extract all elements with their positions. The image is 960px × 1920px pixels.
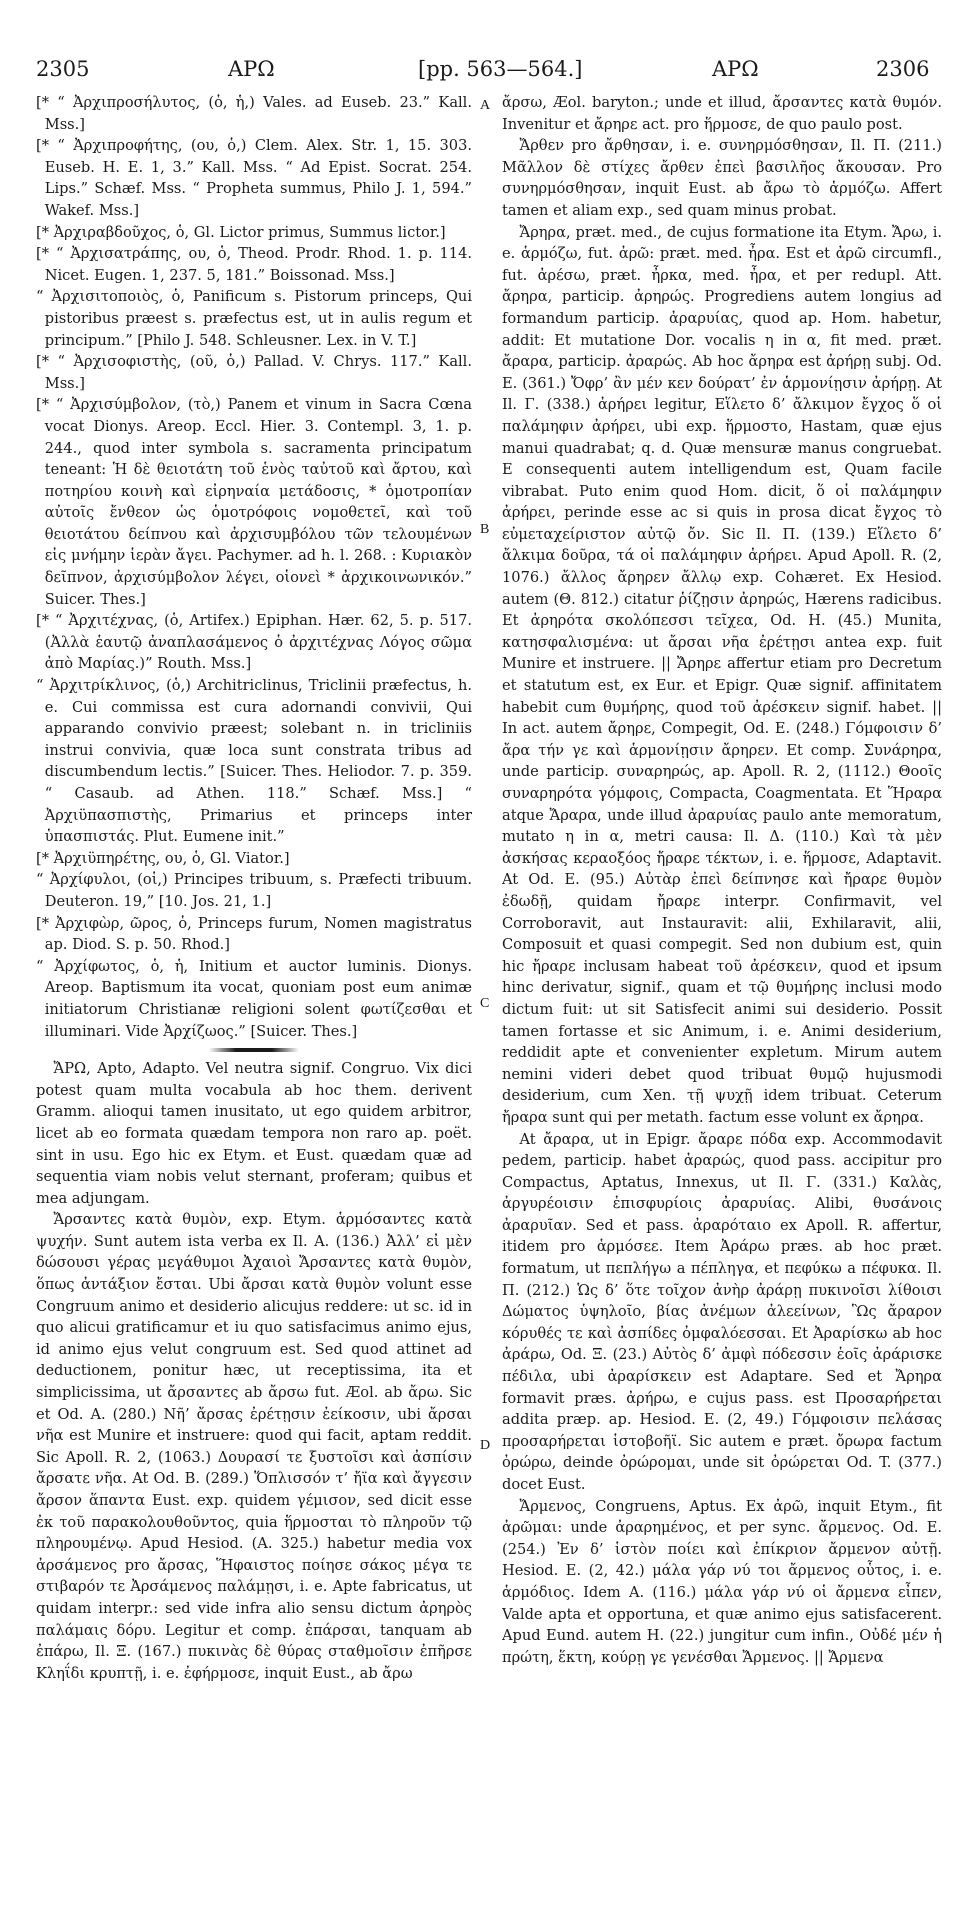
running-head-right: ΑΡΩ <box>712 57 759 81</box>
page-number-left: 2305 <box>36 57 90 81</box>
dictionary-entry: [* “ Ἀρχιτέχνας, (ὁ, Artifex.) Epiphan. Hær. 62, 5. p. 517. (Ἀλλὰ ἑαυτῷ ἀναπλασάμενος ὁ ἀρχιτέχνας Λόγος σῶμα ἀπὸ Μαρίας.)” Routh. Mss.] <box>36 612 472 673</box>
dictionary-entry: [* “ Ἀρχισύμβολον, (τὸ,) Panem et vinum in Sacra Cœna vocat Dionys. Areop. Eccl. Hier. 3. Contempl. 3, 1. p. 244., quod inter symbola s. sacramenta principatum teneant: Ἡ δὲ θειοτάτη τοῦ ἑνὸς ταὐτοῦ καὶ ἄρτου, καὶ ποτηρίου κοινὴ καὶ εἰρηναία μετάδοσις, * ὁμοτροπίαν αὐτοῖς ἔνθεον ὡς ὁμοτρόφοις νομοθετεῖ, καὶ τοῦ θειοτάτου δείπνου καὶ ἀρχισυμβόλου τῶν τελουμένων εἰς μνήμην ἱερὰν ἄγει. Pachymer. ad h. l. 268. : Κυριακὸν δεῖπνον, ἀρχισύμβολον λέγει, οἱονεὶ * ἀρχικοινωνικόν.” Suicer. Thes.] <box>36 396 472 608</box>
dictionary-entry: ἌΡΩ, Apto, Adapto. Vel neutra signif. Congruo. Vix dici potest quam multa vocabula ab hoc them. derivent Gramm. alioqui tamen inusitato, ut ego quidem arbitror, licet ab eo formata quædam tempora non raro ap. poët. sint in usu. Ego hic ex Etym. et Eust. quædam quæ ad sequentia viam nobis velut sternant, proferam; quibus et mea adjungam. <box>36 1060 472 1207</box>
margin-letter-d: D <box>480 1438 491 1453</box>
dictionary-entry: “ Ἀρχίφωτος, ὁ, ἡ, Initium et auctor luminis. Dionys. Areop. Baptismum ita vocat, quoniam post eum animæ initiatorum Christianæ religioni solent φωτίζεσθαι et illuminari. Vide Ἀρχίζωος.” [Suicer. Thes.] <box>36 957 472 1040</box>
section-divider <box>209 1048 299 1052</box>
dictionary-entry: Ἄρμενος, Congruens, Aptus. Ex ἀρῶ, inquit Etym., fit ἀρῶμαι: unde ἀραρημένος, et per sync. ἄρμενος. Od. E. (254.) Ἐν δ’ ἱστὸν ποίει καὶ ἐπίκριον ἄρμενον αὐτῇ. Hesiod. E. (2, 42.) μάλα γάρ νύ τοι ἄρμενος οὗτος, i. e. ἁρμόδιος. Idem A. (116.) μάλα γάρ νύ οἱ ἄρμενα εἶπεν, Valde apta et opportuna, et quæ animo ejus satisfacerent. Apud Eund. autem H. (22.) jungitur cum infin., Οὐδέ μέν ἡ πρώτη, ἕκτη, κούρῃ γε γενέσθαι Ἄρμενος. || Ἄρμενα <box>502 1497 942 1666</box>
dictionary-entry: [* Ἀρχιφὼρ, ῶρος, ὁ, Princeps furum, Nomen magistratus ap. Diod. S. p. 50. Rhod.] <box>36 914 472 954</box>
dictionary-entry: [* “ Ἀρχιπροσήλυτος, (ὁ, ἡ,) Vales. ad Euseb. 23.” Kall. Mss.] <box>36 94 472 133</box>
dictionary-entry: At ἄραρα, ut in Epigr. ἄραρε πόδα exp. Accommodavit pedem, particip. habet ἀραρώς, quod pass. accipitur pro Compactus, Aptatus, Innexus, ut Il. Γ. (331.) Καλὰς, ἀργυρέοισιν ἐπισφυρίοις ἀραρυίας. Alibi, θυσάνοις ἀραρυῖαν. Sed et pass. ἀραρόταιο ex Apoll. R. affertur, itidem pro ἁρμόσεε. Item Ἀράρω præs. ab hoc præt. formatum, ut πεπλήγω a πέπληγα, et πεφύκω a πέφυκα. Il. Π. (212.) Ὡς δ’ ὅτε τοῖχον ἀνὴρ ἀράρῃ πυκινοῖσι λίθοισι Δώματος ὑψηλοῖο, βίας ἀνέμων ἀλεείνων, Ὣς ἄραρον κόρυθές τε καὶ ἀσπίδες ὀμφαλόεσσαι. Et Ἀραρίσκω ab hoc ἀράρω, Od. Ξ. (23.) Αὐτὸς δ’ ἀμφὶ πόδεσσιν ἑοῖς ἀράρισκε πέδιλα, ubi ἀραρίσκειν est Adaptare. Sed et Ἄρηρα formavit præs. ἀρήρω, e cujus pass. est Προσαρήρεται addita præp. ap. Hesiod. E. (2, 49.) Γόμφοισιν πελάσας προσαρήρεται ἱστοβοῆϊ. Sic autem e præt. ὄρωρα factum ὀρώρω, deinde ὀρώρομαι, unde sit ὀρώρεται Od. T. (377.) docet Eust. <box>502 1130 942 1493</box>
dictionary-entry: [* “ Ἀρχιπροφήτης, (ου, ὁ,) Clem. Alex. Str. 1, 15. 303. Euseb. H. E. 1, 3.” Kall. Mss. “ Ad Epist. Socrat. 254. Lips.” Schæf. Mss. “ Propheta summus, Philo J. 1, 594.” Wakef. Mss.] <box>36 137 472 219</box>
dictionary-entry: [* Ἀρχιραβδοῦχος, ὁ, Gl. Lictor primus, Summus lictor.] <box>36 223 446 241</box>
dictionary-entry: [* “ Ἀρχισατράπης, ου, ὁ, Theod. Prodr. Rhod. 1. p. 114. Nicet. Eugen. 1, 237. 5, 181.” Boissonad. Mss.] <box>36 245 472 284</box>
left-column <box>36 92 472 1892</box>
dictionary-entry: “ Ἀρχιτρίκλινος, (ὁ,) Architriclinus, Triclinii præfectus, h. e. Cui commissa est cura adornandi convivii, Qui apparando convivio præest; solebant n. in tricliniis instrui convivia, quæ loca sunt constrata tribus ad discumbendum lectis.” [Suicer. Thes. Heliodor. 7. p. 359. “ Casaub. ad Athen. 118.” Schæf. Mss.] “ Ἀρχιϋπασπιστὴς, Primarius et princeps inter ὑπασπιστάς. Plut. Eumene init.” <box>36 677 472 846</box>
dictionary-entry: Ἄρσαντες κατὰ θυμὸν, exp. Etym. ἁρμόσαντες κατὰ ψυχήν. Sunt autem ista verba ex Il. A. (136.) Ἀλλ’ εἰ μὲν δώσουσι γέρας μεγάθυμοι Ἀχαιοὶ Ἄρσαντες κατὰ θυμὸν, ὅπως ἀντάξιον ἔσται. Ubi ἄρσαι κατὰ θυμὸν volunt esse Congruum animo et desiderio alicujus reddere: ut sc. id in quo alicui gratificamur et iu quo satisfacimus animo ejus, id animo ejus velut congruum est. Sed quod attinet ad deductionem, ponitur hæc, ut receptissima, ita et simplicissima, ut ἄρσαντες ab ἄρσω fut. Æol. ab ἄρω. Sic et Od. A. (280.) Νῆ’ ἄρσας ἐρέτῃσιν ἐείκοσιν, ubi ἄρσαι νῆα est Munire et instruere: quod qui facit, aptam reddit. Sic Apoll. R. 2, (1063.) Δουρασί τε ξυστοῖσι καὶ ἀσπίσιν ἄρσατε νῆα. At Od. B. (289.) Ὅπλισσόν τ’ ἤϊα καὶ ἄγγεσιν ἄρσον ἅπαντα Eust. exp. quidem γέμισον, sed dicit esse ἐκ τοῦ παρακολουθοῦντος, quia ἥρμοσται τὸ πληροῦν τῷ πληρουμένῳ. Apud Hesiod. (A. 325.) habetur media vox ἀρσάμενος pro ἄρσας, Ἥφαιστος ποίησε σάκος μέγα τε στιβαρόν τε Ἀρσάμενος παλάμῃσι, i. e. Apte fabricatus, ut quidam interpr.: sed vide infra alio sensu dictum ἀρηρὸς παλάμαις δόρυ. Legitur et comp. ἐπάρσαι, tanquam ab ἐπάρω, Il. Ξ. (167.) πυκινὰς δὲ θύρας σταθμοῖσιν ἐπῆρσε Κληΐδι κρυπτῇ, i. e. ἐφήρμοσε, inquit Eust., ab ἄρω <box>36 1211 472 1682</box>
dictionary-entry: ἄρσω, Æol. baryton.; unde et illud, ἄρσαντες κατὰ θυμόν. Invenitur et ἄρηρε act. pro ἥρμοσε, de quo paulo post. <box>502 94 942 133</box>
right-column <box>502 92 942 1892</box>
page-range: [pp. 563—564.] <box>418 57 583 81</box>
margin-letter-c: C <box>480 996 490 1011</box>
margin-letter-a: A <box>480 98 491 113</box>
dictionary-entry: “ Ἀρχίφυλοι, (οἱ,) Principes tribuum, s. Præfecti tribuum. Deuteron. 19,” [10. Jos. 21, 1.] <box>36 871 472 910</box>
page-number-right: 2306 <box>876 57 930 81</box>
dictionary-entry: [* “ Ἀρχισοφιστὴς, (οῦ, ὁ,) Pallad. V. Chrys. 117.” Kall. Mss.] <box>36 353 472 392</box>
margin-letter-b: B <box>480 522 490 537</box>
dictionary-entry: [* Ἀρχιϋπηρέτης, ου, ὁ, Gl. Viator.] <box>36 849 290 867</box>
running-head-left: ΑΡΩ <box>228 57 275 81</box>
dictionary-entry: Ἄρθεν pro ἄρθησαν, i. e. συνηρμόσθησαν, Il. Π. (211.) Μᾶλλον δὲ στίχες ἄρθεν ἐπεὶ βασιλῆος ἄκουσαν. Pro συνηρμόσθησαν, inquit Eust. ab ἄρω τὸ ἁρμόζω. Affert tamen et aliam exp., sed quam minus probat. <box>502 137 942 219</box>
dictionary-entry: Ἄρηρα, præt. med., de cujus formatione ita Etym. Ἄρω, i. e. ἁρμόζω, fut. ἀρῶ: præt. med. ἦρα. Est et ἀρῶ circumfl., fut. ἀρέσω, præt. ἦρκα, med. ἦρα, et per redupl. Att. ἄρηρα, particip. ἀρηρώς. Progrediens autem longius ad formandum particip. ἀραρυίας, quod ap. Hom. habetur, addit: Et mutatione Dor. vocalis η in α, fit med. præt. ἄραρα, particip. ἀραρώς. Ab hoc ἄρηρα est ἀρήρῃ subj. Od. E. (361.) Ὄφρ’ ἂν μέν κεν δούρατ’ ἐν ἁρμονίῃσιν ἀρήρῃ. At Il. Γ. (338.) ἀρήρει legitur, Εἵλετο δ’ ἄλκιμον ἔγχος ὅ οἱ παλάμηφιν ἀρήρει, ubi exp. ἥρμοστο, Hastam, quæ ejus manui quadrabat; q. d. Quæ mensuræ manus congruebat. E consequenti autem intelligendum est, Quam facile vibrabat. Puto enim quod Hom. dicit, ὅ οἱ παλάμηφιν ἀρήρει, perinde esse ac si quis in prosa dicat ἔγχος τὸ εὐμεταχείριστον αὐτῷ ὄν. Sic Il. Π. (139.) Εἵλετο δ’ ἄλκιμα δοῦρα, τά οἱ παλάμηφιν ἀρήρει. Apud Apoll. R. (2, 1076.) ἄλλος ἄρηρεν ἄλλῳ exp. Cohæret. Ex Hesiod. autem (Θ. 812.) citatur ῥίζῃσιν ἀρηρώς, Hærens radicibus. Et ἀρηρότα σκολόπεσσι τεῖχεα, Od. H. (45.) Munita, κατησφαλισμένα: ut ἄρσαι νῆα ἐρέτῃσι antea exp. fuit Munire et instruere. || Ἄρηρε affertur etiam pro Decretum et statutum est, ex Eur. et Epigr. Quæ signif. affinitatem habebit cum θυμήρης, quod τοῦ ἀρέσκειν signif. habet. || In act. autem ἄρηρε, Compegit, Od. E. (248.) Γόμφοισιν δ’ ἄρα τήν γε καὶ ἁρμονίῃσιν ἄρηρεν. Et comp. Συνάρηρα, unde particip. συναρηρώς, ap. Apoll. R. 2, (1112.) Θοοῖς συναρηρότα γόμφοις, Compacta, Coagmentata. Et Ἥραρα atque Ἄραρα, unde illud ἀραρυίας paulo ante memoratum, mutato η in α, metri causa: Il. Δ. (110.) Καὶ τὰ μὲν ἀσκήσας κεραοξόος ἤραρε τέκτων, i. e. ἥρμοσε, Adaptavit. At Od. E. (95.) Αὐτὰρ ἐπεὶ δείπνησε καὶ ἤραρε θυμὸν ἐδωδῇ, quidam ἤραρε interpr. Confirmavit, vel Corroboravit, aut Instauravit: alii, Exhilaravit, alii, Composuit et quasi compegit. Sed non dubium est, quin hic ἤραρε inclusam habeat τοῦ ἀρέσκειν, quod et ipsum hinc derivatur, signif., quam et τῷ θυμήρης inclusi modo dictum fuit: ut sit Satisfecit animi sui desiderio. Possit tamen fortasse et sic Animum, i. e. Animi desiderium, reddidit apte et convenienter expletum. Mirum autem nemini videri debet quod tribuat θυμῷ hujusmodi desiderium, cum Xen. τῇ ψυχῇ idem tribuat. Ceterum ἤραρα sunt qui per metath. factum esse volunt ex ἄρηρα. <box>502 223 942 1126</box>
dictionary-entry: “ Ἀρχισιτοποιὸς, ὁ, Panificum s. Pistorum princeps, Qui pistoribus præest s. præfectus est, ut in aulis regum et principum.” [Philo J. 548. Schleusner. Lex. in V. T.] <box>36 288 472 349</box>
